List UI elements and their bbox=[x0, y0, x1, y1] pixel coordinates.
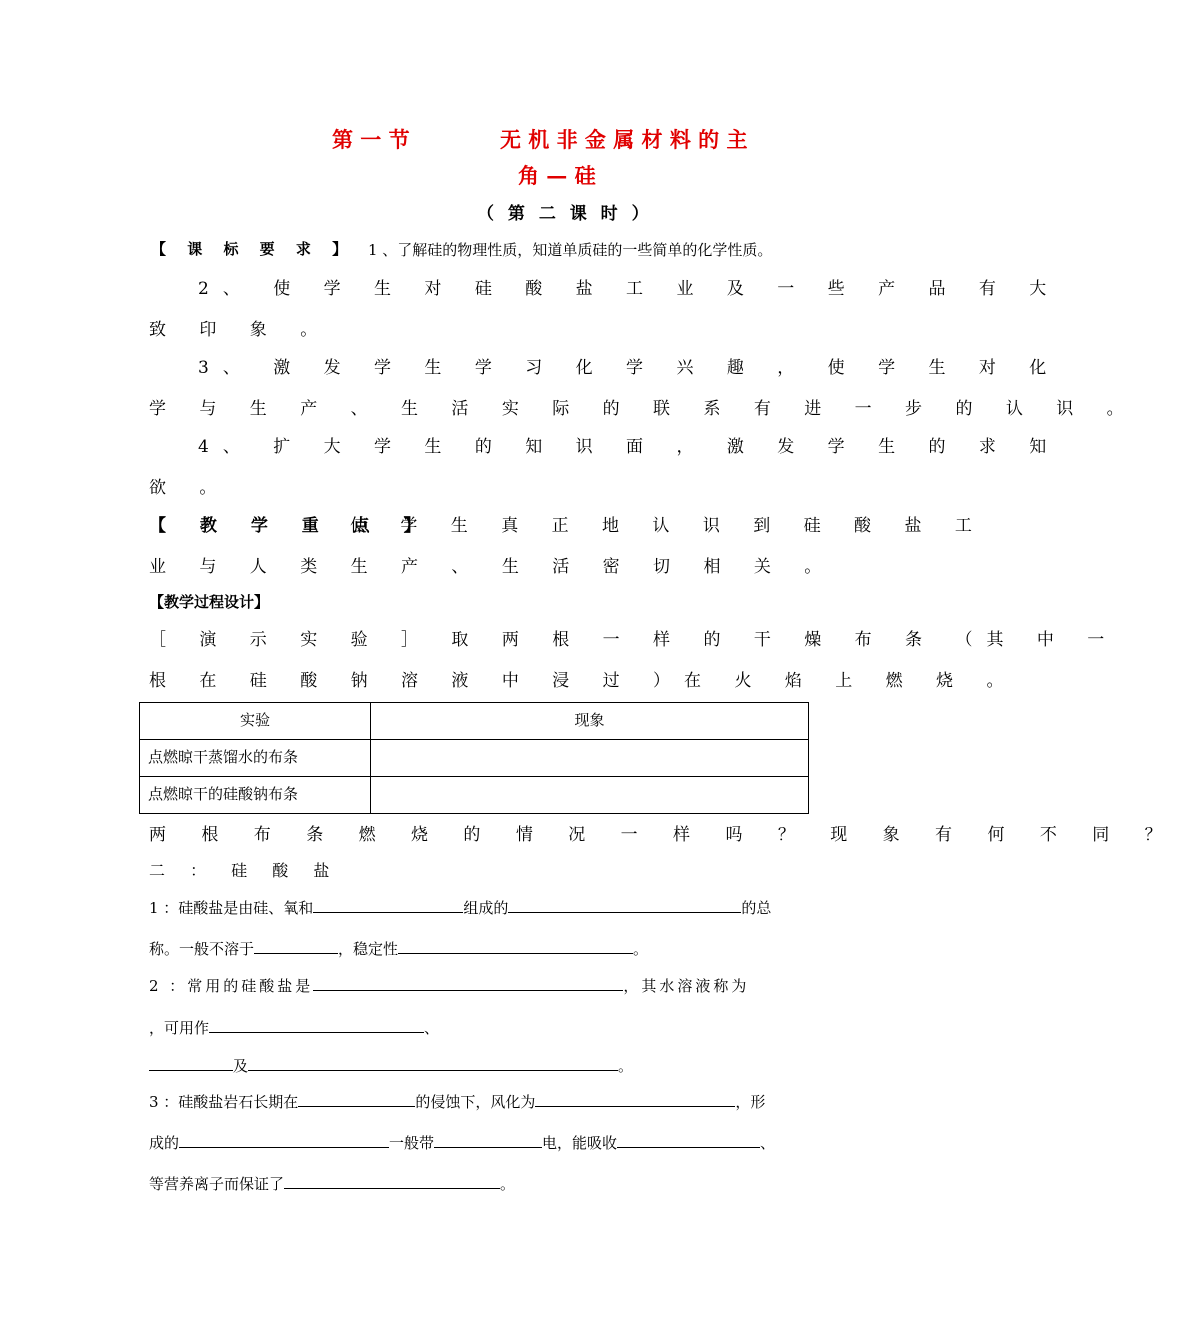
standards-item-2-cont: 致 印 象 。 bbox=[149, 320, 332, 340]
table-cell: 点燃晾干的硅酸钠布条 bbox=[140, 777, 371, 814]
answer-blank[interactable] bbox=[209, 1016, 424, 1033]
fill-question-2-cont2 bbox=[149, 1054, 633, 1076]
fill-question-2-cont bbox=[149, 1016, 439, 1038]
section-title-cont: 角 — 硅 bbox=[518, 163, 596, 188]
q2-text: 。 bbox=[618, 1057, 634, 1075]
standards-item-1: 1 、了解硅的物理性质，知道单质硅的一些简单的化学性质。 bbox=[368, 241, 773, 259]
key-points-label: 【 教 学 重 点 】 bbox=[149, 516, 435, 536]
answer-blank[interactable] bbox=[179, 1131, 389, 1148]
answer-blank[interactable] bbox=[313, 896, 463, 913]
fill-question-3-cont bbox=[149, 1131, 775, 1153]
fill-question-3 bbox=[149, 1090, 765, 1112]
answer-blank[interactable] bbox=[434, 1131, 542, 1148]
q3-text: 等营养离子而保证了 bbox=[149, 1175, 285, 1193]
answer-blank[interactable] bbox=[508, 896, 741, 913]
table-cell bbox=[371, 777, 809, 814]
table-row bbox=[140, 740, 809, 777]
table-cell: 点燃晾干蒸馏水的布条 bbox=[140, 740, 371, 777]
key-points-text-cont: 业 与 人 类 生 产 、 生 活 密 切 相 关 。 bbox=[149, 557, 836, 577]
answer-blank[interactable] bbox=[313, 974, 623, 991]
q3-text: 一般带 bbox=[389, 1134, 435, 1152]
table-row bbox=[140, 777, 809, 814]
answer-blank[interactable] bbox=[617, 1131, 760, 1148]
q1-text: 1 ：硅酸盐是由硅、氧和 bbox=[149, 899, 314, 917]
q2-text: ，其水溶液称为 bbox=[623, 977, 750, 995]
lesson-period: （ 第 二 课 时 ） bbox=[477, 204, 653, 224]
demo-line-2: 根 在 硅 酸 钠 溶 液 中 浸 过 ）在 火 焰 上 燃 烧 。 bbox=[149, 671, 1018, 691]
q3-text: 的侵蚀下，风化为 bbox=[415, 1093, 536, 1111]
q3-text: 电，能吸收 bbox=[542, 1134, 618, 1152]
answer-blank[interactable] bbox=[254, 937, 338, 954]
standards-item-4: 4、 扩 大 学 生 的 知 识 面 ， 激 发 学 生 的 求 知 bbox=[198, 437, 1061, 457]
answer-blank[interactable] bbox=[284, 1172, 500, 1189]
q2-text: 2 ：常用的硅酸盐是 bbox=[149, 977, 314, 995]
q1-text: ，稳定性 bbox=[338, 940, 399, 958]
process-label: 【教学过程设计】 bbox=[149, 593, 270, 611]
answer-blank[interactable] bbox=[398, 937, 633, 954]
q2-text: 、 bbox=[424, 1019, 440, 1037]
answer-blank[interactable] bbox=[535, 1090, 735, 1107]
q1-text: 组成的 bbox=[463, 899, 509, 917]
standards-label: 【 课 标 要 求 】 bbox=[151, 240, 356, 258]
q3-text: 成的 bbox=[149, 1134, 180, 1152]
q1-text: 。 bbox=[633, 940, 649, 958]
section-title: 无 机 非 金 属 材 料 的 主 bbox=[500, 127, 748, 152]
section-2-heading: 二 ： 硅 酸 盐 bbox=[149, 861, 340, 880]
standards-item-2: 2、 使 学 生 对 硅 酸 盐 工 业 及 一 些 产 品 有 大 bbox=[198, 279, 1061, 299]
q3-text: 3 ：硅酸盐岩石长期在 bbox=[149, 1093, 299, 1111]
standards-item-4-cont: 欲 。 bbox=[149, 478, 231, 498]
experiment-table bbox=[139, 702, 809, 814]
standards-item-3: 3、 激 发 学 生 学 习 化 学 兴 趣 ， 使 学 生 对 化 bbox=[198, 358, 1061, 378]
demo-line-1: ［ 演 示 实 验 ］ 取 两 根 一 样 的 干 燥 布 条 （其 中 一 bbox=[149, 630, 1119, 650]
q3-text: 。 bbox=[500, 1175, 516, 1193]
answer-blank[interactable] bbox=[248, 1054, 618, 1071]
fill-question-2 bbox=[149, 974, 749, 996]
q1-text: 称。一般不溶于 bbox=[149, 940, 255, 958]
q3-text: ，形 bbox=[735, 1093, 766, 1111]
answer-blank[interactable] bbox=[149, 1054, 233, 1071]
fill-question-1 bbox=[149, 896, 771, 918]
table-header: 现象 bbox=[371, 703, 809, 740]
standards-item-3-cont: 学 与 生 产 、 生 活 实 际 的 联 系 有 进 一 步 的 认 识 。 bbox=[149, 399, 1138, 419]
q3-text: 、 bbox=[760, 1134, 776, 1152]
fill-question-3-cont2 bbox=[149, 1172, 515, 1194]
answer-blank[interactable] bbox=[298, 1090, 415, 1107]
table-header: 实验 bbox=[140, 703, 371, 740]
q2-text: 及 bbox=[233, 1057, 249, 1075]
q1-text: 的总 bbox=[741, 899, 772, 917]
comparison-question: 两 根 布 条 燃 烧 的 情 况 一 样 吗 ？ 现 象 有 何 不 同 ？ bbox=[149, 825, 1177, 845]
fill-question-1-cont bbox=[149, 937, 648, 959]
table-cell bbox=[371, 740, 809, 777]
table-header-row bbox=[140, 703, 809, 740]
key-points-text: 使 学 生 真 正 地 认 识 到 硅 酸 盐 工 bbox=[350, 516, 986, 536]
section-number: 第 一 节 bbox=[332, 127, 410, 152]
q2-text: ，可用作 bbox=[149, 1019, 210, 1037]
